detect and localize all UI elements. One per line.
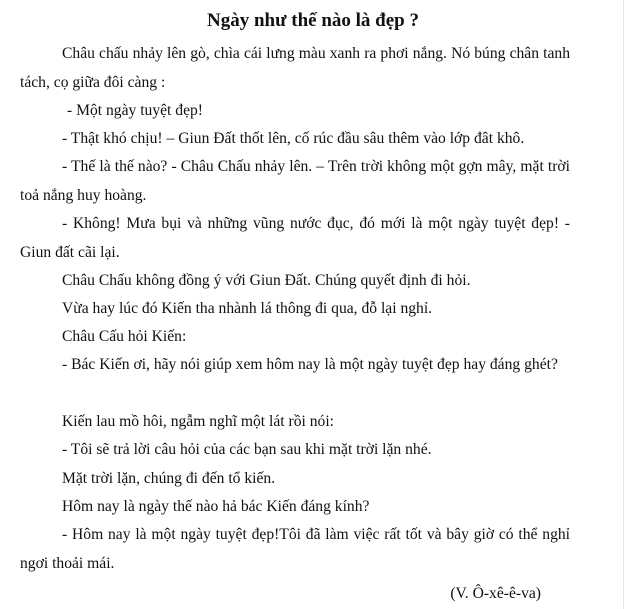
paragraph-7: Vừa hay lúc đó Kiến tha nhành lá thông đi qua, đỗ lại nghỉ. bbox=[62, 300, 433, 317]
page-edge-divider bbox=[623, 0, 624, 609]
paragraph-8: Châu Cấu hỏi Kiến: bbox=[62, 328, 187, 345]
paragraph-11: - Tôi sẽ trả lời câu hỏi của các bạn sau khi mặt trời lặn nhé. bbox=[62, 441, 432, 458]
paragraph-10: Kiến lau mồ hôi, ngẫm nghĩ một lát rồi nói: bbox=[62, 413, 334, 430]
paragraph-6: Châu Chấu không đồng ý với Giun Đất. Chúng quyết định đi hỏi. bbox=[62, 272, 471, 289]
paragraph-13: Hôm nay là ngày thế nào hả bác Kiến đáng kính? bbox=[62, 498, 370, 515]
paragraph-5: - Không! Mưa bụi và những vũng nước đục, đó mới là một ngày tuyệt đẹp! - Giun đất cãi lại. bbox=[20, 215, 570, 261]
paragraph-12: Mặt trời lặn, chúng đi đến tổ kiến. bbox=[62, 470, 276, 487]
paragraph-4: - Thế là thế nào? - Châu Chấu nhảy lên. – Trên trời không một gợn mây, mặt trời toả nắng huy hoàng. bbox=[20, 158, 570, 204]
paragraph-14: - Hôm nay là một ngày tuyệt đẹp!Tôi đã làm việc rất tốt và bây giờ có thể nghỉ ngơi thoải mái. bbox=[20, 526, 570, 572]
paragraph-9: - Bác Kiến ơi, hãy nói giúp xem hôm nay là một ngày tuyệt đẹp hay đáng ghét? bbox=[62, 356, 558, 373]
paragraph-3: - Thật khó chịu! – Giun Đất thốt lên, cố rúc đầu sâu thêm vào lớp đât khô. bbox=[62, 130, 525, 147]
paragraph-1: Châu chấu nhảy lên gò, chìa cái lưng màu xanh ra phơi nắng. Nó búng chân tanh tách, cọ giữa đôi càng : bbox=[20, 45, 570, 91]
source-attribution: (V. Ô-xê-ê-va) bbox=[450, 585, 541, 602]
paragraph-2: - Một ngày tuyệt đẹp! bbox=[67, 102, 203, 119]
story-title: Ngày như thế nào là đẹp ? bbox=[207, 10, 419, 31]
